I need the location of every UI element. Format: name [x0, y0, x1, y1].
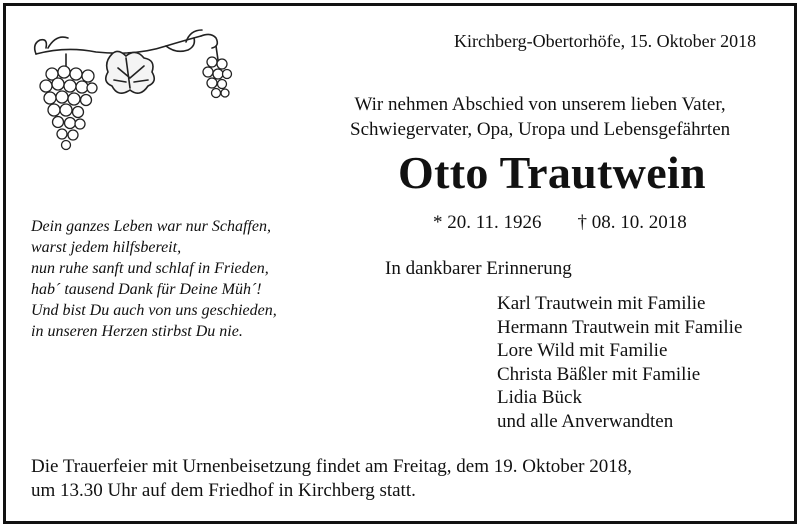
poem-line: warst jedem hilfsbereit, [31, 239, 182, 256]
mourner-item: Lore Wild mit Familie [497, 340, 668, 361]
memory-label: In dankbarer Erinnerung [385, 258, 572, 279]
grape-vine-icon [26, 24, 246, 164]
notice-line: um 13.30 Uhr auf dem Friedhof in Kirchberg statt. [31, 480, 416, 501]
mourner-item: Christa Bäßler mit Familie [497, 363, 701, 385]
intro-text [350, 92, 730, 142]
intro-line: Wir nehmen Abschied von unserem lieben Vater, [354, 94, 726, 115]
deceased-name: Otto Trautwein [398, 147, 706, 198]
mourner-item: Karl Trautwein mit Familie [497, 293, 706, 314]
notice-line: Die Trauerfeier mit Urnenbeisetzung findet am Freitag, dem 19. Oktober 2018, [31, 456, 632, 477]
mourner-item: Hermann Trautwein mit Familie [497, 316, 743, 338]
funeral-notice [31, 455, 632, 503]
mourner-item: und alle Anverwandten [497, 410, 674, 432]
birth-date: * 20. 11. 1926 [433, 212, 542, 233]
poem [31, 216, 277, 342]
intro-line: Schwiegervater, Opa, Uropa und Lebensgefährten [350, 119, 731, 140]
poem-line: in unseren Herzen stirbst Du nie. [31, 323, 243, 340]
life-dates [433, 212, 687, 234]
poem-line: hab´ tausend Dank für Deine Müh´! [31, 281, 262, 298]
place-and-date: Kirchberg-Obertorhöfe, 15. Oktober 2018 [454, 31, 757, 51]
death-date: † 08. 10. 2018 [577, 212, 687, 233]
poem-line: nun ruhe sanft und schlaf in Frieden, [31, 260, 269, 277]
poem-line: Und bist Du auch von uns geschieden, [31, 302, 277, 319]
poem-line: Dein ganzes Leben war nur Schaffen, [31, 218, 271, 235]
mourner-item: Lidia Bück [497, 387, 582, 408]
mourners-list [497, 292, 742, 433]
